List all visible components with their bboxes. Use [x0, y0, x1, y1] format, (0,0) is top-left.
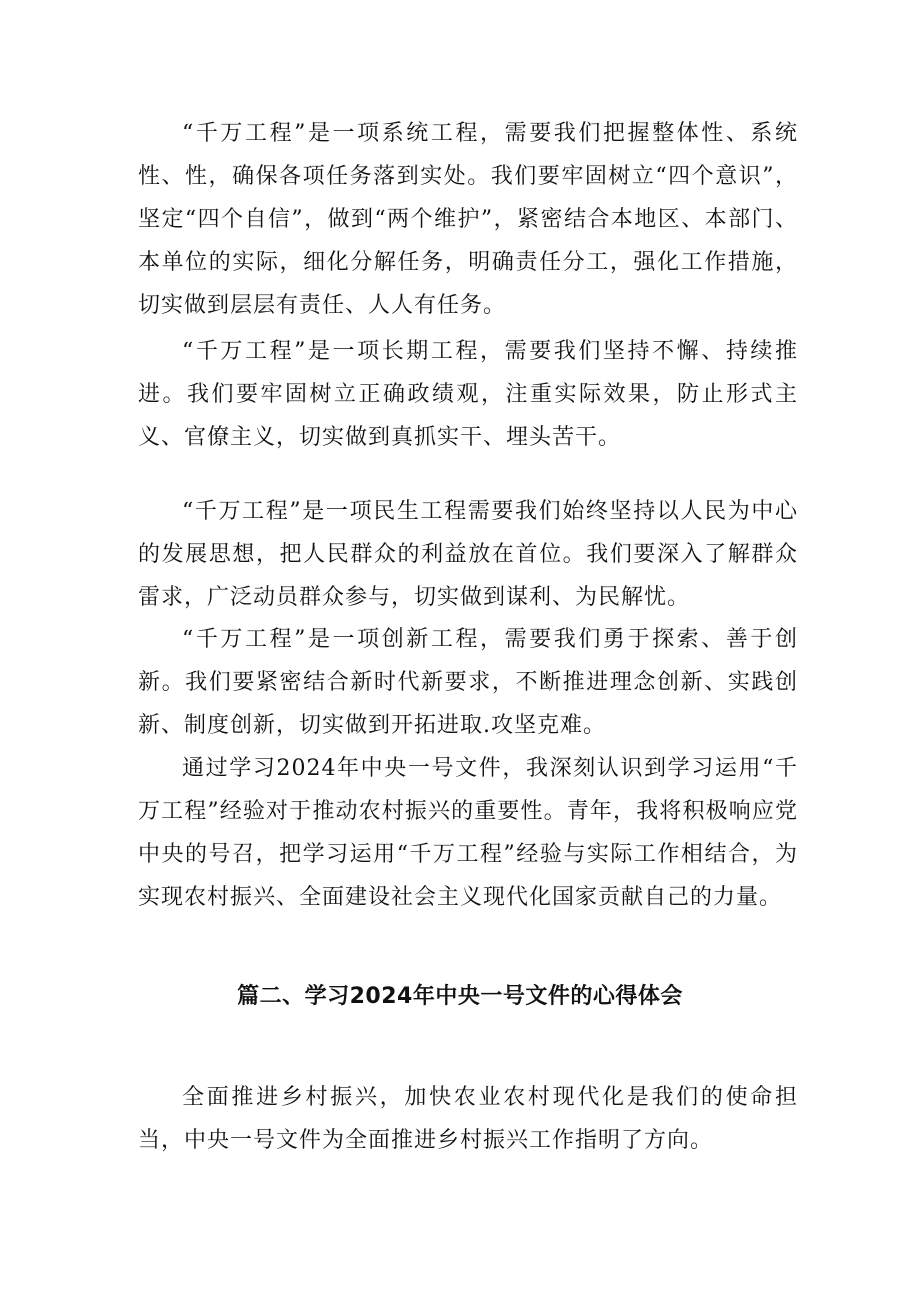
- paragraph-long-term-project: “千万工程”是一项长期工程，需要我们坚持不懈、持续推进。我们要牢固树立正确政绩观，注重实际效果，防止形式主义、官僚主义，切实做到真抓实干、埋头苦干。: [138, 339, 798, 450]
- paragraph-conclusion: 通过学习2024年中央一号文件，我深刻认识到学习运用“千万工程”经验对于推动农村振兴的重要性。青年，我将积极响应党中央的号召，把学习运用“千万工程”经验与实际工作相结合，为实现农村振兴、全面建设社会主义现代化国家贡献自己的力量。: [138, 756, 798, 910]
- paragraph-livelihood-project: “千万工程”是一项民生工程需要我们始终坚持以人民为中心的发展思想，把人民群众的利益放在首位。我们要深入了解群众雷求，广泛动员群众参与，切实做到谋利、为民解忧。: [138, 499, 798, 610]
- paragraph-systematic-project: “千万工程”是一项系统工程，需要我们把握整体性、系统性、性，确保各项任务落到实处。我们要牢固树立“四个意识”，坚定“四个自信”，做到“两个维护”，紧密结合本地区、本部门、本单位的实际，细化分解任务，明确责任分工，强化工作措施，切实做到层层有责任、人人有任务。: [138, 121, 798, 318]
- section-heading: 篇二、学习2024年中央一号文件的心得体会: [237, 984, 683, 1009]
- paragraph-innovation-project: “千万工程”是一项创新工程，需要我们勇于探索、善于创新。我们要紧密结合新时代新要求，不断推进理念创新、实践创新、制度创新，切实做到开拓进取.攻坚克难。: [138, 627, 798, 738]
- section-intro-paragraph: 全面推进乡村振兴，加快农业农村现代化是我们的使命担当，中央一号文件为全面推进乡村振兴工作指明了方向。: [138, 1085, 798, 1153]
